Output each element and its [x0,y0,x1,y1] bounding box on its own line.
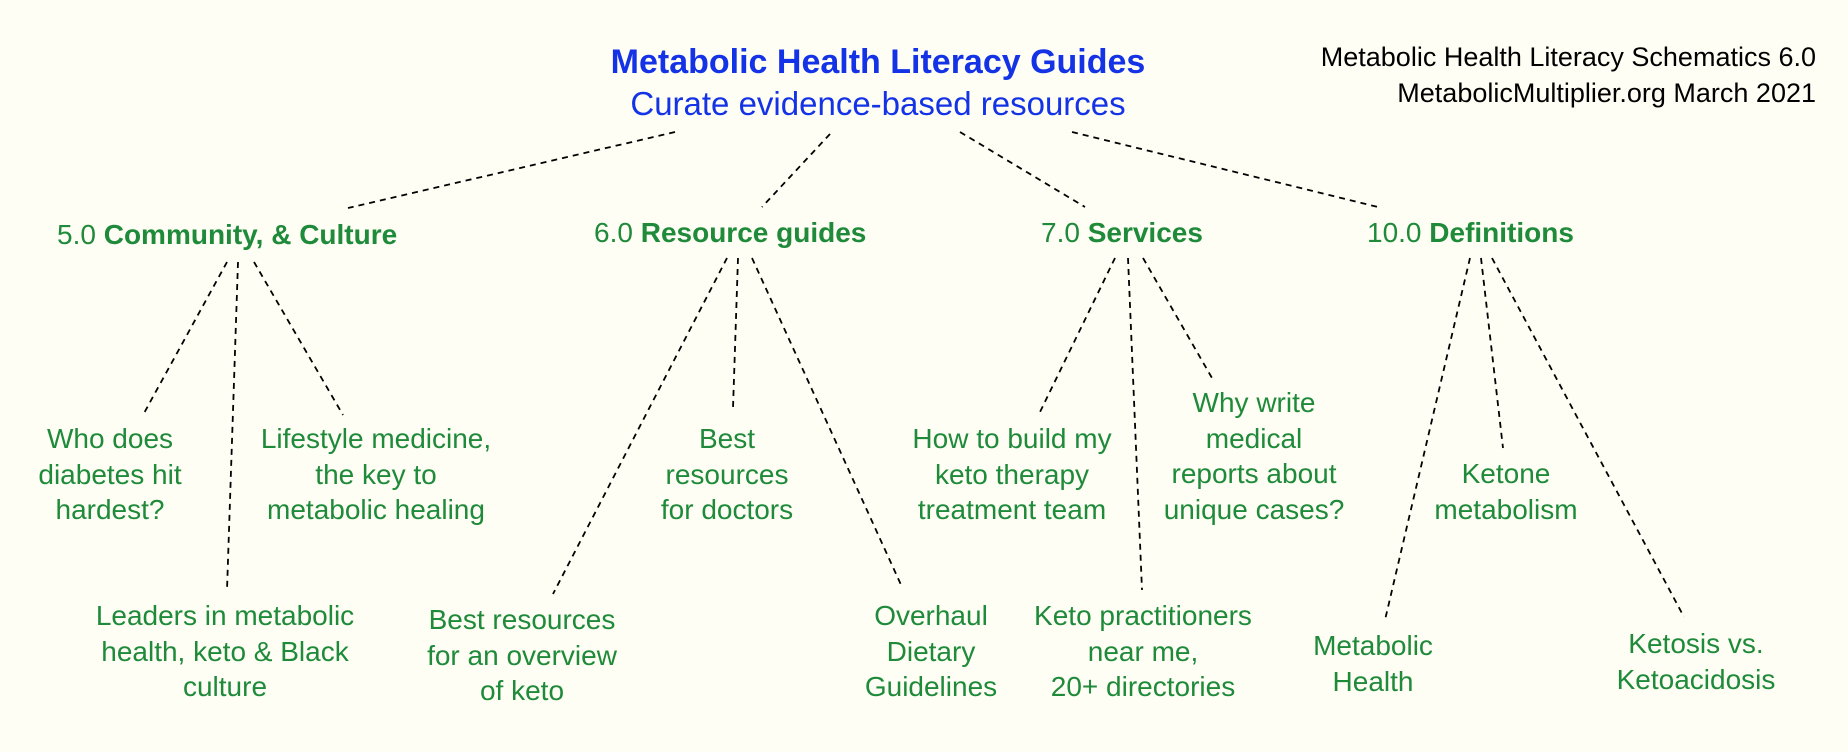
category-services [1041,216,1203,250]
topic-line: culture [182,671,268,703]
topic-metabolic-health [1287,628,1459,699]
category-name: Services [1087,217,1203,248]
topic-line: 20+ directories [1050,671,1236,703]
connector-root-community [348,132,675,208]
topic-line: Leaders in metabolic [95,600,355,631]
schematic-source-line: MetabolicMultiplier.org March 2021 [1397,77,1816,108]
topic-line: resources [665,458,789,490]
schematic-version-line: Metabolic Health Literacy Schematics 6.0 [1320,42,1816,72]
topic-line: Ketoacidosis [1616,663,1776,695]
connector-root-resources [762,134,830,207]
topic-best-resources-overview-of-keto [406,602,638,709]
category-name: Definitions [1429,217,1574,248]
topic-line: Ketone [1461,458,1551,489]
topic-line: Guidelines [864,671,998,703]
category-definitions [1367,216,1574,250]
topic-line: unique cases? [1163,493,1345,525]
connector-resources-doctors [733,258,738,408]
topic-line: Health [1332,665,1414,697]
topic-line: Best resources [428,604,616,635]
schematic-version [1260,40,1816,111]
topic-line: of keto [479,675,565,707]
topic-line: the key to [315,458,437,490]
connector-definitions-ketosis [1492,258,1684,617]
topic-line: Metabolic [1313,630,1433,661]
topic-line: Dietary [886,635,976,667]
category-name: Resource guides [640,217,867,248]
topic-why-write-medical-reports [1138,385,1370,527]
connector-definitions-ketone [1481,258,1503,448]
topic-line: for doctors [660,494,794,526]
topic-best-resources-for-doctors [627,421,827,528]
category-resources [594,216,866,250]
diagram-title: Metabolic Health Literacy Guides [610,43,1146,81]
connector-services-team [1040,258,1115,412]
topic-leaders-in-metabolic-health [64,598,386,705]
topic-line: Keto practitioners [1034,600,1252,631]
topic-lifestyle-medicine [226,421,526,528]
category-number: 10.0 [1367,217,1422,248]
topic-line: Why write [1192,387,1316,418]
connector-definitions-health [1385,258,1470,620]
topic-ketosis-vs-ketoacidosis [1598,626,1794,697]
connector-community-lifestyle [254,262,343,415]
topic-line: keto therapy [934,458,1090,490]
category-number: 6.0 [594,217,633,248]
category-number: 5.0 [57,219,96,250]
connector-community-who [143,262,227,415]
topic-line: hardest? [55,494,165,526]
topic-build-keto-therapy-team [889,421,1135,528]
topic-line: Ketosis vs. [1628,628,1764,659]
topic-line: metabolic healing [267,494,485,526]
topic-line: near me, [1087,635,1199,667]
topic-line: reports about [1171,458,1337,490]
topic-keto-practitioners-near-me [1010,598,1276,705]
diagram-subtitle: Curate evidence-based resources [630,85,1126,122]
category-name: Community, & Culture [103,219,398,250]
connector-root-definitions [1072,132,1378,207]
connector-services-reports [1143,258,1212,378]
topic-line: How to build my [912,423,1112,454]
topic-overhaul-dietary-guidelines [842,598,1020,705]
category-community [57,218,397,252]
topic-line: for an overview [427,639,617,671]
topic-who-does-diabetes-hit-hardest [0,421,220,528]
topic-line: diabetes hit [38,458,182,490]
topic-line: treatment team [917,494,1107,526]
topic-line: Lifestyle medicine, [260,423,492,454]
topic-line: Who does [46,423,174,454]
topic-line: health, keto & Black [101,635,349,667]
connector-root-services [960,132,1085,207]
topic-line: Best [698,423,756,454]
topic-line: Overhaul [874,600,988,631]
topic-ketone-metabolism [1418,456,1594,527]
topic-line: medical [1205,422,1303,454]
category-number: 7.0 [1041,217,1080,248]
topic-line: metabolism [1434,493,1578,525]
